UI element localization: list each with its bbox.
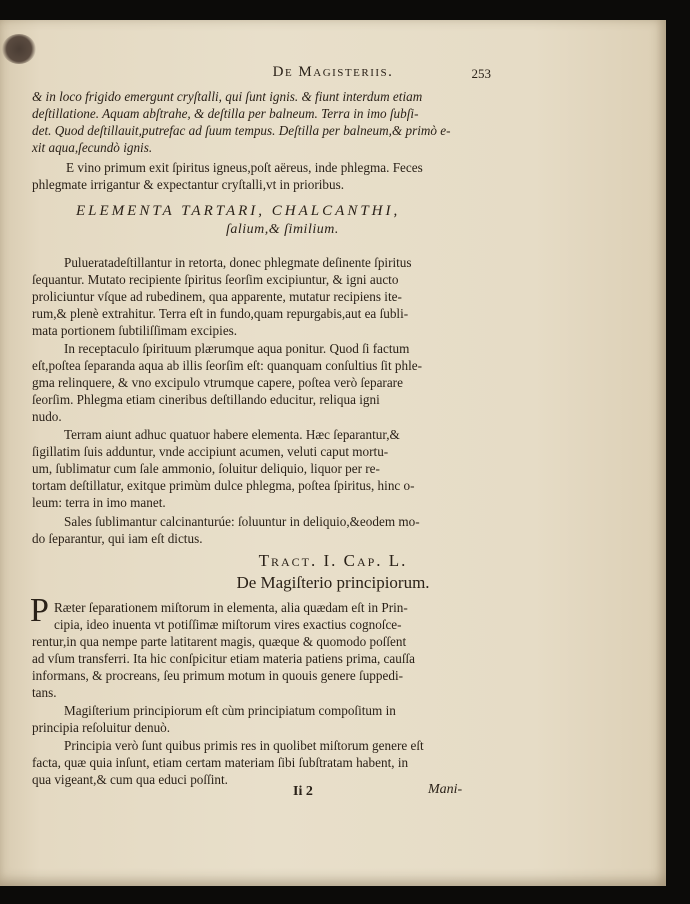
text-line: Pulueratadeſtillantur in retorta, donec phlegmate deſinente ſpiritus [64,255,412,270]
text-line: um, ſublimatur cum ſale ammonio, ſoluitur deliquio, liquor per re- [32,461,380,476]
text-line: leum: terra in imo manet. [32,495,166,510]
text-line: informans, & procreans, ſeu primum motum in quouis genere ſuppedi- [32,668,404,683]
text-line: xit aqua,ſecundò ignis. [32,140,153,155]
text-line: ſigillatim ſuis adduntur, vnde accipiunt acumen, veluti caput mortu- [32,444,389,459]
text-line: det. Quod deſtillauit,putrefac ad ſuum tempus. Deſtilla per balneum,& primò e- [32,123,451,138]
text-line: nudo. [32,409,62,424]
text-line: deſtillatione. Aquam abſtrahe, & deſtilla per balneum. Terra in imo ſubſi- [32,106,419,121]
text-line: rentur,in qua nempe parte latitarent magis, quæque & quomodo poſſent [32,634,407,649]
text-line: ad vſum transferri. Ita hic conſpicitur etiam materia patiens prima, cauſſa [32,651,416,666]
text-line: Principia verò ſunt quibus primis res in quolibet miſtorum genere eſt [64,738,424,753]
text-line: mata portionem ſubtiliſſimam excipies. [32,323,238,338]
text-line: principia reſoluitur denuò. [32,720,171,735]
text-line: tans. [32,685,57,700]
text-line: ſequantur. Mutato recipiente ſpiritus ſeorſim excipiuntur, & igni aucto [32,272,399,287]
text-line: ſeorſim. Phlegma etiam cineribus deſtillando educitur, reliqua igni [32,392,380,407]
text-line: Terram aiunt adhuc quatuor habere elementa. Hæc ſeparantur,& [64,427,400,442]
section-subheading-2: ſalium,& ſimilium. [226,222,339,237]
running-head-title: De Magisteriis. [272,64,394,80]
text-line: rum,& plenè extrahitur. Terra eſt in fundo,quam repurgabis,aut ea ſubli- [32,306,409,321]
book-page [0,20,666,886]
text-line: do ſeparantur, qui iam eſt dictus. [32,531,203,546]
chapter-title: De Magiſterio principiorum. [236,573,430,592]
page-number: 253 [471,66,491,81]
text-line: gma relinquere, & vno excipulo vtrumque capere, poſtea verò ſeparare [32,375,403,390]
text-line: qua vigeant,& cum qua educi poſſint. [32,772,228,787]
text-line: tortam deſtillatur, exitque primùm dulce phlegma, poſtea ſpiritus, hinc o- [32,478,415,493]
tract-heading: Tract. I. Cap. L. [258,551,408,570]
text-line: Sales ſublimantur calcinanturúe: ſoluuntur in deliquio,&eodem mo- [64,514,420,529]
text-line: facta, quæ quia inſunt, etiam certam materiam ſibi ſubſtratam habent, in [32,755,409,770]
text-line: Magiſterium principiorum eſt cùm principiatum compoſitum in [64,703,396,718]
text-line: phlegmate irrigantur & expectantur cryſtalli,vt in prioribus. [32,177,345,192]
text-line: eſt,poſtea ſeparanda aqua ab illis ſeorſim eſt: quanquam conſultius ſit phle- [32,358,423,373]
section-subheading: ELEMENTA TARTARI, CHALCANTHI, [76,203,401,219]
text-line: & in loco frigido emergunt cryſtalli, qui ſunt ignis. & fiunt interdum etiam [32,89,423,104]
page-stain [2,34,36,64]
drop-cap: P [30,592,49,629]
text-line: In receptaculo ſpirituum plærumque aqua ponitur. Quod ſi factum [64,341,410,356]
catchword: Mani- [428,782,463,797]
text-line: proliciuntur vſque ad rubedinem, qua apparente, mutatur recipiens ite- [32,289,402,304]
running-head [0,64,666,88]
text-line: E vino primum exit ſpiritus igneus,poſt aëreus, inde phlegma. Feces [66,160,423,175]
signature-mark: Ii 2 [293,784,313,799]
text-line: Ræter ſeparationem miſtorum in elementa, alia quædam eſt in Prin- [54,600,408,615]
text-line: cipia, ideo inuenta vt potiſſimæ miſtorum vires exactius cognoſce- [54,617,402,632]
